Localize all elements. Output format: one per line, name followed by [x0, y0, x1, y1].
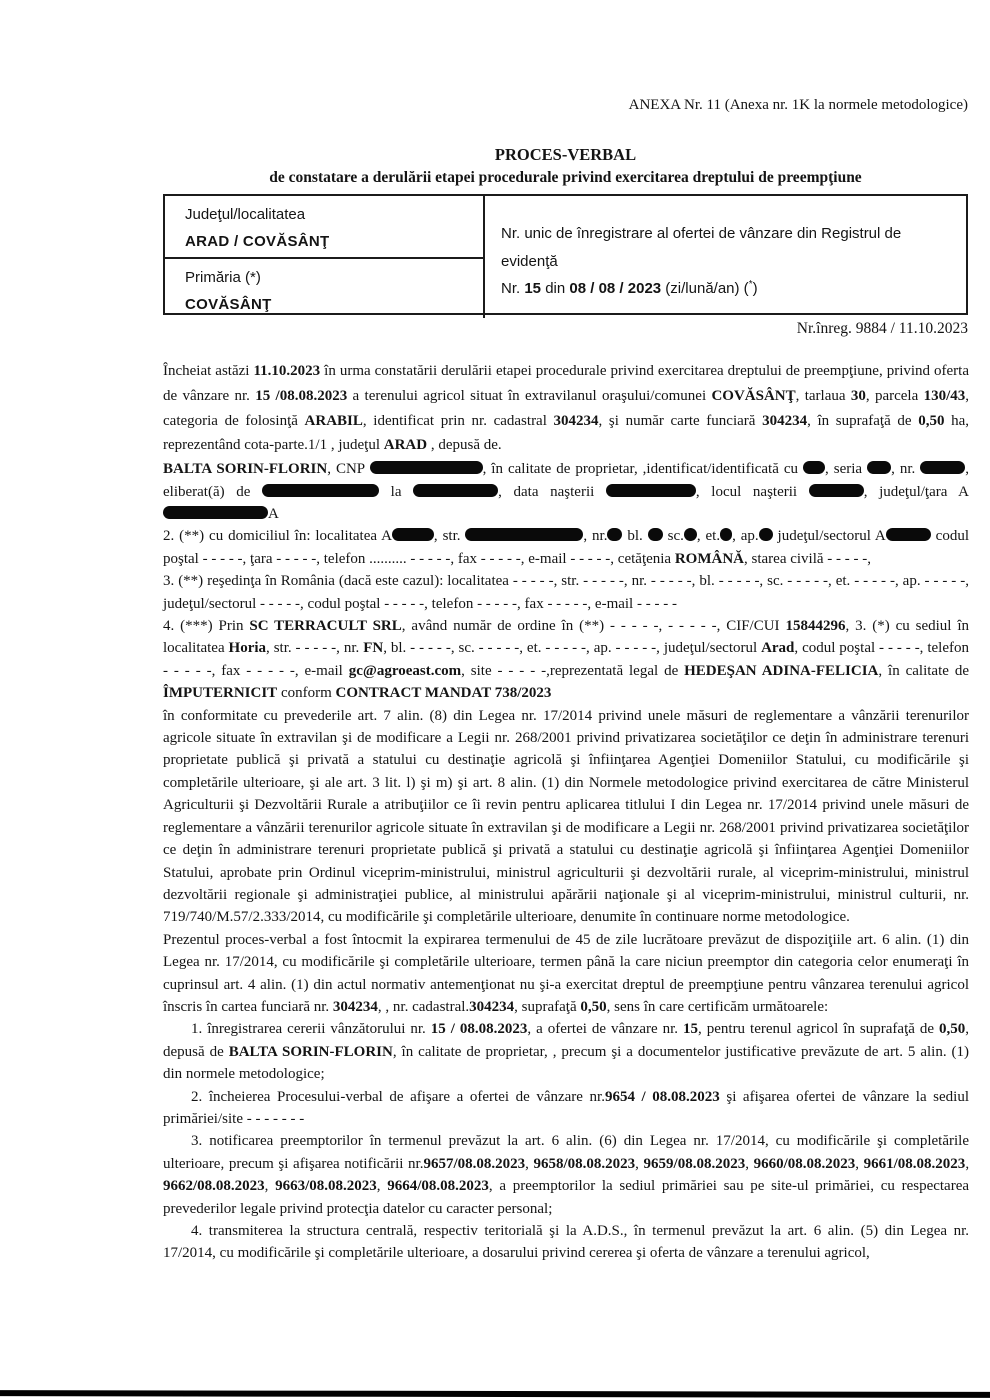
- redaction-box: [163, 506, 268, 519]
- paragraph: [163, 570, 969, 615]
- page-subtitle: de constatare a derulării etapei procedurale privind exercitarea dreptului de preempţiune: [269, 169, 862, 186]
- redaction-box: [759, 528, 773, 541]
- text: 3. notificarea preemptorilor în termenul prevăzut la art. 6 alin. (6) din Legea nr. 17/2014, cu modificările şi completările ulterioare, precum şi afişarea notificării nr.: [163, 1133, 969, 1172]
- paragraph: [163, 929, 969, 1019]
- text: bl.: [622, 528, 648, 545]
- bold-text: 9658/08.08.2023: [533, 1155, 636, 1172]
- text: , categoria de folosinţă: [163, 387, 970, 429]
- page-title: PROCES-VERBAL: [494, 145, 637, 164]
- paragraph: [163, 359, 969, 458]
- text: , judeţul/ţara A: [863, 483, 970, 500]
- text: ,: [965, 1155, 970, 1172]
- redaction-box: [809, 484, 864, 497]
- bold-text: BALTA SORIN-FLORIN: [163, 461, 328, 478]
- redaction-box: [720, 528, 732, 541]
- text: , parcela: [865, 387, 924, 404]
- text: , nr.: [583, 528, 608, 545]
- bold-text: ARABIL: [304, 412, 363, 429]
- text: ,: [635, 1155, 644, 1172]
- redaction-box: [606, 484, 696, 497]
- text: 4. (***) Prin: [163, 618, 250, 635]
- text: 2. încheierea Procesului-verbal de afişare a ofertei de vânzare nr.: [191, 1088, 605, 1105]
- text: , nr.: [891, 461, 921, 478]
- bold-text: 9654 / 08.08.2023: [604, 1088, 720, 1105]
- bold-text: gc@agroeast.com: [348, 662, 462, 679]
- paragraph: [163, 1086, 969, 1131]
- text: judeţul/sectorul A: [772, 528, 886, 545]
- redaction-box: [413, 484, 498, 497]
- bold-text: Horia: [228, 640, 267, 657]
- bold-text: 304234: [332, 998, 378, 1015]
- bold-text: FN: [363, 640, 384, 657]
- bold-text: 9660/08.08.2023: [753, 1155, 856, 1172]
- bold-text: 15 /08.08.2023: [255, 387, 348, 404]
- text: , 3. (*) cu sediul în localitatea: [163, 618, 969, 657]
- paragraph: [163, 705, 969, 929]
- text: ,: [855, 1155, 864, 1172]
- bold-text: 304234: [553, 412, 599, 429]
- text: , a ofertei de vânzare nr.: [527, 1021, 684, 1038]
- paragraph: [163, 1220, 969, 1265]
- bold-text: COVĂSÂNŢ: [711, 387, 796, 404]
- primaria-cell: [165, 257, 483, 318]
- text: , identificat prin nr. cadastral: [362, 412, 554, 429]
- paragraph: [163, 525, 969, 570]
- text: , site - - - - -,reprezentată legal de: [461, 662, 685, 679]
- paragraph: [163, 615, 969, 705]
- text: 1. înregistrarea cererii vânzătorului nr.: [191, 1021, 431, 1038]
- redaction-box: [262, 484, 379, 497]
- text: , starea civilă - - - - -,: [744, 550, 872, 567]
- redaction-box: [370, 461, 483, 474]
- text: (zi/lună/an) (: [661, 280, 749, 297]
- text: 4. transmiterea la structura centrală, respectiv teritorială şi la A.D.S., în termenul prevăzut la art. 6 alin. (5) din Legea nr. 17/2014, cu modificările şi completările ulterioare, a dosarului privind cererea şi oferta de vânzare a terenului agricol,: [163, 1223, 969, 1262]
- text: în urma constatării derulării etapei procedurale privind exercitarea dreptului de preempţiune, privind oferta de vânzare nr.: [163, 363, 970, 404]
- anexa-note: ANEXA Nr. 11 (Anexa nr. 1K la normele metodologice): [628, 97, 968, 113]
- text: ha, reprezentând cota-parte.1/1 , judeţul: [163, 412, 969, 454]
- text: , CNP: [327, 461, 370, 478]
- text: , în calitate de proprietar, , precum şi a documentelor justificative prevăzute de art. 5 alin. (1) din normele metodologice;: [163, 1043, 969, 1083]
- registration-cell: [485, 196, 966, 318]
- bold-text: 9663/08.08.2023: [275, 1178, 377, 1195]
- text: , depusă de: [163, 1021, 970, 1060]
- bold-text: 0,50: [580, 998, 607, 1015]
- header-table: [163, 194, 968, 315]
- bold-text: 9664/08.08.2023: [387, 1178, 489, 1195]
- primaria-label: Primăria (*): [185, 269, 261, 286]
- paragraph: [163, 458, 969, 525]
- text: 2. (**) cu domiciliul în: localitatea A: [163, 528, 392, 545]
- text: a terenului agricol situat în extravilanul oraşului/comunei: [347, 387, 712, 404]
- text: ): [752, 280, 758, 297]
- text: , ap.: [732, 528, 759, 545]
- text: , depusă de.: [427, 437, 502, 454]
- document-body: [163, 359, 969, 1265]
- redaction-box: [920, 461, 965, 474]
- bold-text: 9661/08.08.2023: [863, 1155, 966, 1172]
- text: ,: [376, 1178, 388, 1195]
- text: codul poştal - - - - -, ţara - - - - -, telefon .......... - - - - -, fax - - - - -, e-mail - - - - -, cetăţenia: [163, 528, 970, 567]
- bold-text: 9662/08.08.2023: [163, 1178, 265, 1195]
- text: ,: [264, 1178, 276, 1195]
- redaction-box: [803, 461, 825, 474]
- text: sc.: [662, 528, 684, 545]
- text: , şi număr carte funciară: [598, 412, 763, 429]
- text: A: [268, 506, 279, 522]
- text: din: [541, 280, 570, 297]
- bold-text: 11.10.2023: [253, 363, 321, 379]
- bold-text: 15: [524, 280, 542, 297]
- text: la: [379, 483, 414, 500]
- text: , sens în care certificăm următoarele:: [606, 998, 829, 1015]
- text: , tarlaua: [795, 387, 851, 404]
- paragraph: [163, 1018, 969, 1085]
- bold-text: 304234: [469, 998, 515, 1015]
- bold-text: 9659/08.08.2023: [643, 1155, 746, 1172]
- text: ,: [525, 1155, 534, 1172]
- bold-text: 130/43: [923, 387, 966, 404]
- text: , pentru terenul agricol în suprafaţă de: [698, 1021, 940, 1038]
- text: *: [748, 279, 753, 290]
- text: Nr.: [501, 280, 525, 297]
- bold-text: 0,50: [939, 1021, 966, 1038]
- bold-text: ARAD: [383, 437, 428, 454]
- text: , , nr. cadastral.: [377, 998, 470, 1015]
- text: , locul naşterii: [695, 483, 809, 500]
- bold-text: ÎMPUTERNICIT: [163, 685, 278, 702]
- bold-text: 9657/08.08.2023: [423, 1155, 526, 1172]
- bold-text: HEDEŞAN ADINA-FELICIA: [684, 662, 879, 679]
- text: 3. (**) reşedinţa în România (dacă este cazul): localitatea - - - - -, str. - - - - -, nr. - - - - -, bl. - - - - -, sc. - - - - -, et. - - - - -, ap. - - - - -, judeţul/sectorul - - - - -, codul poştal - - - - -, telefon - - - - -, fax - - - - -, e-mail - - - - -: [163, 573, 969, 612]
- county-label: Judeţul/localitatea: [185, 206, 306, 223]
- text: , a preemptorilor la sediul primăriei sau pe site-ul primăriei, cu respectarea prevederilor legale privind protecţia datelor cu caracter personal;: [163, 1178, 970, 1217]
- text: , suprafaţă: [514, 998, 581, 1015]
- bold-text: 08 / 08 / 2023: [569, 280, 662, 297]
- text: , eliberat(ă) de: [163, 461, 969, 500]
- bold-text: SC TERRACULT SRL: [249, 618, 402, 635]
- text: , str.: [433, 528, 466, 545]
- text: , având număr de ordine în (**) - - - - -, - - - - -, CIF/CUI: [401, 618, 786, 635]
- primaria-value: COVĂSÂNŢ: [185, 296, 272, 313]
- redaction-box: [648, 528, 663, 541]
- bold-text: 15: [683, 1021, 699, 1038]
- bold-text: ROMÂNĂ: [674, 550, 744, 567]
- text: conform: [277, 685, 336, 702]
- bold-text: 30: [850, 387, 866, 404]
- redaction-box: [684, 528, 697, 541]
- registration-label: Nr. unic de înregistrare al ofertei de vânzare din Registrul de evidenţă: [501, 225, 902, 270]
- county-value: ARAD / COVĂSÂNŢ: [185, 233, 330, 250]
- text: , et.: [696, 528, 721, 545]
- text: ,: [745, 1155, 754, 1172]
- text: , în calitate de proprietar, ,identificat/identificată cu: [482, 461, 804, 478]
- bold-text: Arad: [761, 640, 795, 657]
- redaction-box: [886, 528, 931, 541]
- text: , str. - - - - -, nr.: [266, 640, 364, 657]
- text: , seria: [825, 461, 868, 478]
- bold-text: BALTA SORIN-FLORIN: [228, 1043, 393, 1060]
- paragraph: [163, 1130, 969, 1220]
- bold-text: 304234: [762, 412, 808, 429]
- text: şi afişarea ofertei de vânzare la sediul primăriei/site - - - - - - -: [163, 1088, 970, 1127]
- registry-number-line: Nr.înreg. 9884 / 11.10.2023: [796, 320, 968, 337]
- text: , în calitate de: [878, 662, 969, 679]
- text: în conformitate cu prevederile art. 7 alin. (8) din Legea nr. 17/2014 privind unele măsuri de reglementare a vânzării terenurilor agricole situate în extravilan şi de modificare a Legii nr. 268/2001 privind privatizarea societăţilor ce deţin în administrare terenuri proprietate publică şi privată a statului cu destinaţie agricolă şi înfiinţarea Agenţiei Domeniilor Statului, cu modificările şi completările ulterioare, şi ale art. 3 lit. l) şi m) şi art. 8 alin. (1) din Normele metodologice privind exercitarea de către Ministerul Agriculturii şi Dezvoltării Rurale a atribuţiilor ce îi revin pentru aplicarea titlului I din Legea nr. 17/2014 privind unele măsuri de reglementare a vânzării terenurilor agricole situate în extravilan şi de modificare a Legii nr. 268/2001 privind privatizarea societăţilor ce deţin în administrare terenuri proprietate publică şi privată a statului cu destinaţie agricolă şi înfiinţarea Agenţiei Domeniilor Statului, aprobate prin Ordinul viceprim-ministrului, ministrul agriculturii şi dezvoltării rurale, al viceprim-ministrului, ministrul dezvoltării regionale şi administraţiei publice, al ministrului apărării naţionale şi al viceprim-ministrului, ministrul culturii, nr. 719/740/M.57/2.333/2014, cu modificările şi completările ulterioare, denumite în continuare norme metodologice.: [163, 707, 969, 926]
- registration-number: [501, 275, 926, 303]
- text: , data naşterii: [498, 483, 606, 500]
- bold-text: CONTRACT MANDAT 738/2023: [335, 685, 552, 702]
- redaction-box: [392, 528, 434, 541]
- header-table-left-column: [165, 196, 485, 318]
- bold-text: 15 / 08.08.2023: [430, 1021, 528, 1038]
- redaction-box: [867, 461, 891, 474]
- text: Prezentul proces-verbal a fost întocmit la expirarea termenului de 45 de zile lucrătoare prevăzut de dispoziţiile art. 6 alin. (1) din Legea nr. 17/2014, cu modificările şi completările ulterioare, termen până la care niciun preemptor din categoria celor enumeraţi în cuprinsul art. 4 alin. (1) din actul normativ antemenţionat nu şi-a exercitat dreptul de preempţiune pentru vânzarea terenului agricol înscris în cartea funciară nr.: [163, 931, 969, 1015]
- scan-artifact-bar: [0, 1390, 990, 1398]
- text: , codul poştal - - - - -, telefon - - - - -, fax - - - - -, e-mail: [163, 640, 969, 679]
- text: Încheiat astăzi: [163, 363, 254, 379]
- redaction-box: [607, 528, 622, 541]
- bold-text: 15844296: [785, 618, 846, 635]
- redaction-box: [465, 528, 583, 541]
- bold-text: 0,50: [918, 412, 945, 429]
- text: , în suprafaţă de: [807, 412, 919, 429]
- text: , bl. - - - - -, sc. - - - - -, et. - - - - -, ap. - - - - -, judeţul/sectorul: [383, 640, 762, 657]
- county-cell: [165, 196, 483, 257]
